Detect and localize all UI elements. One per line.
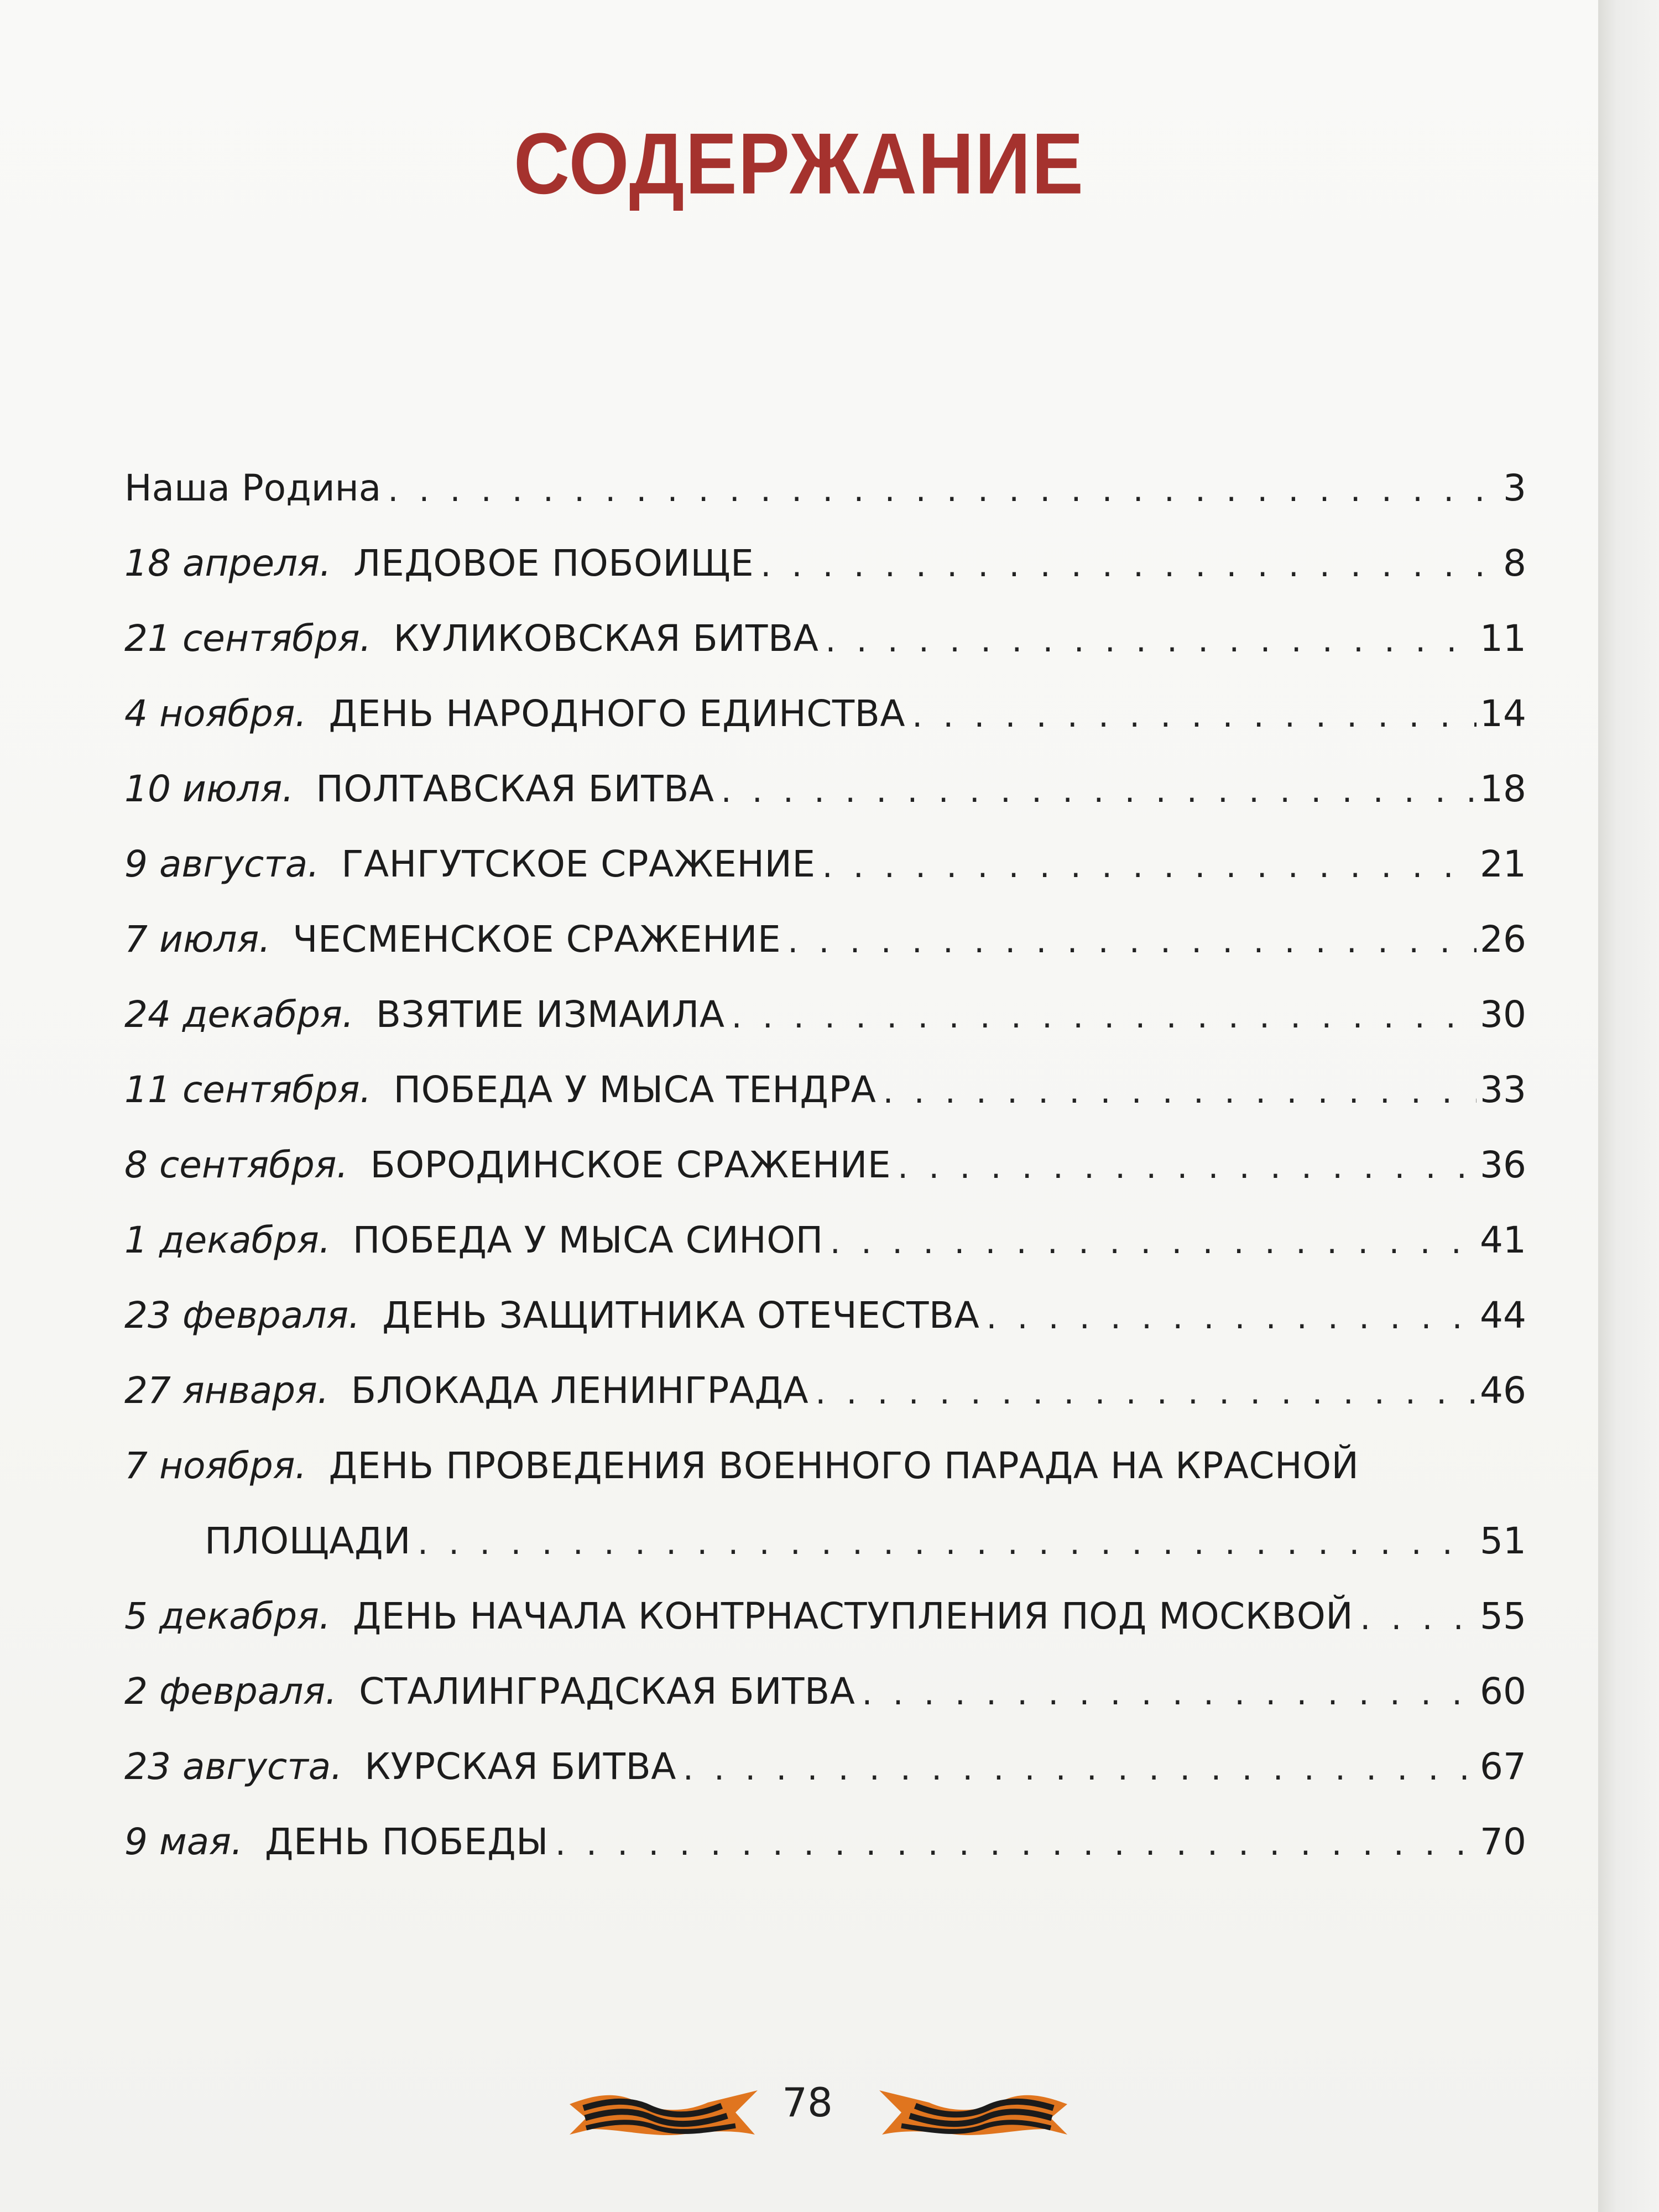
toc-entry-title: ДЕНЬ НАЧАЛА КОНТРНАСТУПЛЕНИЯ ПОД МОСКВОЙ xyxy=(352,1595,1354,1637)
toc-entry xyxy=(124,509,1526,585)
toc-entry-date: 23 февраля. xyxy=(124,1294,361,1337)
dot-leader xyxy=(862,1674,1477,1713)
toc-entry-date: 1 декабря. xyxy=(124,1219,331,1261)
dot-leader xyxy=(825,621,1477,660)
toc-entry-title: ЧЕСМЕНСКОЕ СРАЖЕНИЕ xyxy=(293,918,781,961)
toc-entry-line xyxy=(124,660,1526,735)
toc-entry-title: ВЗЯТИЕ ИЗМАИЛА xyxy=(375,993,725,1036)
toc-entry-date: 5 декабря. xyxy=(124,1595,331,1637)
toc-entry xyxy=(124,1562,1526,1637)
toc-entry-date: 9 мая. xyxy=(124,1820,243,1863)
toc-entry xyxy=(124,1337,1526,1412)
toc-entry-line xyxy=(124,1713,1526,1788)
toc-entry-line xyxy=(124,1788,1526,1863)
page-edge-shadow xyxy=(1598,0,1659,2212)
table-of-contents xyxy=(124,434,1526,1863)
toc-entry-title: ДЕНЬ ПРОВЕДЕНИЯ ВОЕННОГО ПАРАДА НА КРАСНОЙ xyxy=(328,1444,1359,1487)
toc-entry xyxy=(124,810,1526,885)
toc-entry-date: 11 сентября. xyxy=(124,1068,372,1111)
toc-entry-date: 27 января. xyxy=(124,1369,329,1412)
toc-entry-page-number: 18 xyxy=(1480,768,1526,810)
toc-entry-title: ПОБЕДА У МЫСА ТЕНДРА xyxy=(393,1068,877,1111)
page-footer xyxy=(0,2068,1598,2151)
dot-leader xyxy=(760,546,1490,585)
toc-entry-page-number: 33 xyxy=(1480,1068,1526,1111)
toc-entry-line xyxy=(124,1261,1526,1337)
toc-entry-date: 10 июля. xyxy=(124,768,294,810)
dot-leader xyxy=(912,696,1477,735)
toc-entry-title: ГАНГУТСКОЕ СРАЖЕНИЕ xyxy=(341,843,816,885)
toc-entry-title: ПОБЕДА У МЫСА СИНОП xyxy=(352,1219,823,1261)
toc-entry xyxy=(124,1261,1526,1337)
toc-entry-title: ЛЕДОВОЕ ПОБОИЩЕ xyxy=(353,542,754,585)
toc-entry-page-number: 46 xyxy=(1480,1369,1526,1412)
toc-entry-line xyxy=(124,585,1526,660)
toc-entry-page-number: 60 xyxy=(1480,1670,1526,1713)
dot-leader xyxy=(898,1147,1477,1186)
toc-entry-date: 8 сентября. xyxy=(124,1144,348,1186)
dot-leader xyxy=(883,1072,1477,1111)
page-title: СОДЕРЖАНИЕ xyxy=(513,114,1085,212)
toc-entry xyxy=(124,1186,1526,1261)
dot-leader xyxy=(683,1749,1477,1788)
toc-entry xyxy=(124,735,1526,810)
toc-entry-page-number: 67 xyxy=(1480,1745,1526,1788)
toc-entry xyxy=(124,1036,1526,1111)
toc-entry-line xyxy=(124,1412,1526,1487)
toc-entry-date: 18 апреля. xyxy=(124,542,331,585)
toc-entry xyxy=(124,1111,1526,1186)
dot-leader xyxy=(822,847,1477,885)
toc-entry-line xyxy=(124,434,1526,509)
toc-entry xyxy=(124,585,1526,660)
toc-entry-title: БОРОДИНСКОЕ СРАЖЕНИЕ xyxy=(370,1144,891,1186)
toc-entry-line xyxy=(124,885,1526,961)
toc-entry-title: Наша Родина xyxy=(124,467,382,509)
toc-entry-line xyxy=(124,1036,1526,1111)
toc-entry-page-number: 11 xyxy=(1480,617,1526,660)
toc-entry-line xyxy=(124,1637,1526,1713)
toc-entry-date: 23 августа. xyxy=(124,1745,343,1788)
toc-entry-page-number: 36 xyxy=(1480,1144,1526,1186)
toc-entry-line xyxy=(124,509,1526,585)
st-george-ribbon-icon xyxy=(879,2074,1067,2146)
st-george-ribbon-icon xyxy=(570,2074,758,2146)
toc-entry xyxy=(124,1412,1526,1562)
toc-entry-title: ДЕНЬ НАРОДНОГО ЕДИНСТВА xyxy=(328,692,906,735)
dot-leader xyxy=(986,1298,1477,1337)
toc-entry-line xyxy=(124,1111,1526,1186)
toc-entry-line xyxy=(124,1562,1526,1637)
toc-entry-title: КУРСКАЯ БИТВА xyxy=(364,1745,676,1788)
toc-entry xyxy=(124,434,1526,509)
toc-entry-page-number: 3 xyxy=(1503,467,1526,509)
dot-leader xyxy=(732,997,1477,1036)
dot-leader xyxy=(1360,1599,1477,1637)
toc-entry xyxy=(124,961,1526,1036)
toc-entry xyxy=(124,660,1526,735)
toc-entry-line xyxy=(124,1337,1526,1412)
page-number: 78 xyxy=(782,2079,833,2126)
toc-entry xyxy=(124,1637,1526,1713)
toc-entry-date: 21 сентября. xyxy=(124,617,372,660)
toc-entry-date: 24 декабря. xyxy=(124,993,354,1036)
toc-entry-page-number: 21 xyxy=(1480,843,1526,885)
toc-entry-line xyxy=(124,961,1526,1036)
dot-leader xyxy=(815,1373,1477,1412)
toc-entry-date: 2 февраля. xyxy=(124,1670,337,1713)
toc-entry-title: ДЕНЬ ПОБЕДЫ xyxy=(264,1820,549,1863)
dot-leader xyxy=(787,922,1477,961)
toc-entry-page-number: 30 xyxy=(1480,993,1526,1036)
toc-entry-page-number: 51 xyxy=(1480,1520,1526,1562)
toc-entry-title: СТАЛИНГРАДСКАЯ БИТВА xyxy=(359,1670,855,1713)
toc-entry-page-number: 41 xyxy=(1480,1219,1526,1261)
toc-entry-title: БЛОКАДА ЛЕНИНГРАДА xyxy=(351,1369,809,1412)
toc-entry-date: 4 ноября. xyxy=(124,692,307,735)
toc-entry-page-number: 8 xyxy=(1503,542,1526,585)
dot-leader xyxy=(418,1524,1477,1562)
toc-entry-line xyxy=(124,735,1526,810)
toc-entry-line xyxy=(124,1186,1526,1261)
toc-entry-page-number: 55 xyxy=(1480,1595,1526,1637)
toc-entry-line-continued xyxy=(124,1487,1526,1562)
toc-entry-date: 7 июля. xyxy=(124,918,271,961)
dot-leader xyxy=(830,1223,1477,1261)
toc-entry-page-number: 26 xyxy=(1480,918,1526,961)
toc-entry xyxy=(124,1713,1526,1788)
dot-leader xyxy=(721,771,1477,810)
toc-entry-line xyxy=(124,810,1526,885)
toc-entry xyxy=(124,885,1526,961)
toc-entry-page-number: 70 xyxy=(1480,1820,1526,1863)
toc-entry-page-number: 14 xyxy=(1480,692,1526,735)
dot-leader xyxy=(555,1824,1477,1863)
toc-entry-page-number: 44 xyxy=(1480,1294,1526,1337)
toc-entry-title: ДЕНЬ ЗАЩИТНИКА ОТЕЧЕСТВА xyxy=(382,1294,980,1337)
toc-entry xyxy=(124,1788,1526,1863)
toc-entry-date: 7 ноября. xyxy=(124,1444,307,1487)
toc-entry-title-continued: ПЛОЩАДИ xyxy=(205,1520,411,1562)
toc-entry-title: КУЛИКОВСКАЯ БИТВА xyxy=(393,617,819,660)
toc-entry-date: 9 августа. xyxy=(124,843,320,885)
toc-entry-title: ПОЛТАВСКАЯ БИТВА xyxy=(316,768,714,810)
dot-leader xyxy=(388,471,1490,509)
